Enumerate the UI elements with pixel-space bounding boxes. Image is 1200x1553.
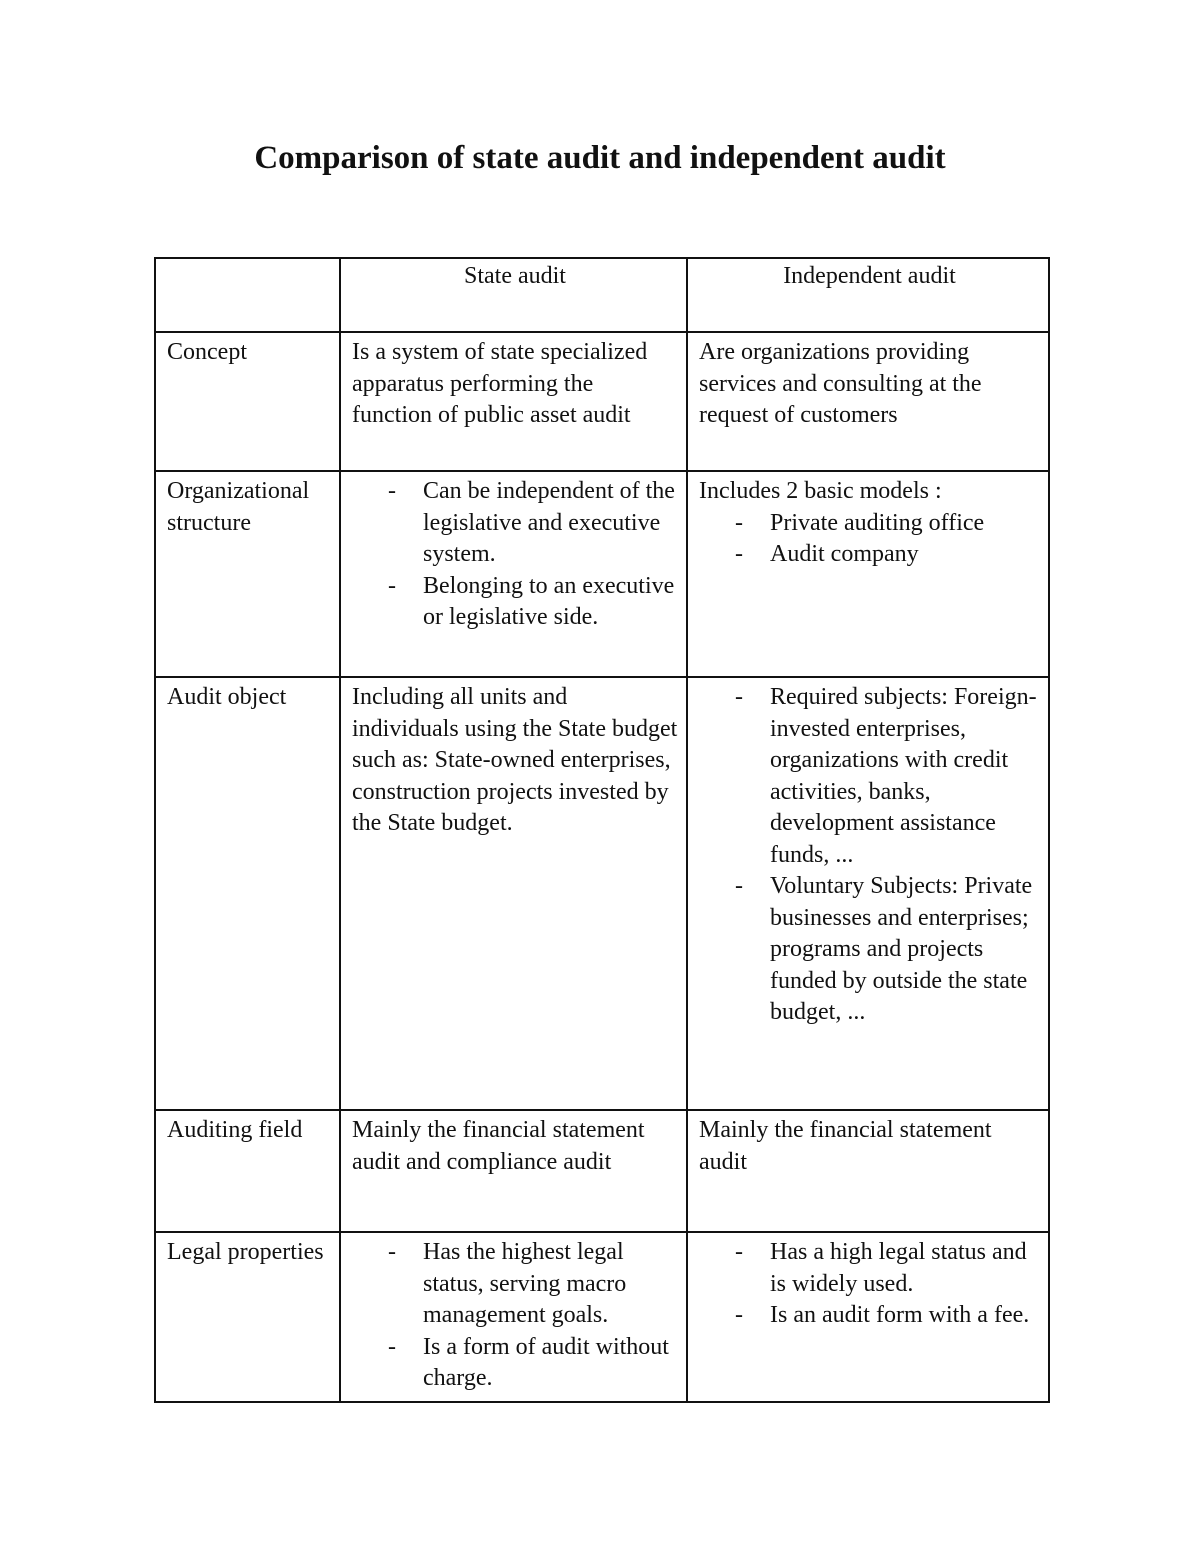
state-legal-list bbox=[352, 1237, 678, 1395]
list-item: - Has the highest legal status, serving macro management goals. bbox=[423, 1237, 678, 1332]
list-item: - Can be independent of the legislative and executive system. bbox=[423, 476, 678, 571]
list-item: - Voluntary Subjects: Private businesses and enterprises; programs and projects funded by outside the state budget, ... bbox=[770, 871, 1040, 1029]
list-item: - Is a form of audit without charge. bbox=[423, 1332, 678, 1395]
comparison-table bbox=[154, 257, 1050, 1403]
state-concept-cell: Is a system of state specialized apparatus performing the function of public asset audit bbox=[340, 332, 687, 471]
row-label-concept: Concept bbox=[155, 332, 340, 471]
row-label-audit-object: Audit object bbox=[155, 677, 340, 1110]
list-item: - Is an audit form with a fee. bbox=[770, 1300, 1040, 1332]
independent-legal-properties-cell bbox=[687, 1232, 1049, 1402]
state-legal-properties-cell bbox=[340, 1232, 687, 1402]
row-label-auditing-field: Auditing field bbox=[155, 1110, 340, 1232]
list-item: - Required subjects: Foreign-invested enterprises, organizations with credit activities, banks, development assistance funds, ... bbox=[770, 682, 1040, 871]
independent-object-list bbox=[699, 682, 1040, 1029]
state-auditing-field-cell: Mainly the financial statement audit and compliance audit bbox=[340, 1110, 687, 1232]
state-org-list bbox=[352, 476, 678, 634]
independent-legal-list bbox=[699, 1237, 1040, 1332]
list-item: - Belonging to an executive or legislative side. bbox=[423, 571, 678, 634]
list-item: - Private auditing office bbox=[770, 508, 1040, 540]
independent-auditing-field-cell: Mainly the financial statement audit bbox=[687, 1110, 1049, 1232]
table-row-concept bbox=[155, 332, 1049, 471]
table-row-auditing-field bbox=[155, 1110, 1049, 1232]
independent-org-list bbox=[699, 508, 1040, 571]
state-audit-object-cell: Including all units and individuals using the State budget such as: State-owned enterprises, construction projects invested by the State budget. bbox=[340, 677, 687, 1110]
row-label-organizational-structure: Organizational structure bbox=[155, 471, 340, 677]
list-item: - Has a high legal status and is widely used. bbox=[770, 1237, 1040, 1300]
independent-audit-object-cell bbox=[687, 677, 1049, 1110]
independent-organizational-structure-cell bbox=[687, 471, 1049, 677]
state-organizational-structure-cell bbox=[340, 471, 687, 677]
table-row-audit-object bbox=[155, 677, 1049, 1110]
header-independent-audit: Independent audit bbox=[687, 258, 1049, 332]
header-empty-cell bbox=[155, 258, 340, 332]
row-label-legal-properties: Legal properties bbox=[155, 1232, 340, 1402]
table-header-row bbox=[155, 258, 1049, 332]
table-row-legal-properties bbox=[155, 1232, 1049, 1402]
header-state-audit: State audit bbox=[340, 258, 687, 332]
list-item: - Audit company bbox=[770, 539, 1040, 571]
document-title: Comparison of state audit and independent audit bbox=[254, 140, 946, 176]
table-row-organizational-structure bbox=[155, 471, 1049, 677]
independent-concept-cell: Are organizations providing services and consulting at the request of customers bbox=[687, 332, 1049, 471]
independent-org-intro: Includes 2 basic models : bbox=[699, 478, 942, 504]
